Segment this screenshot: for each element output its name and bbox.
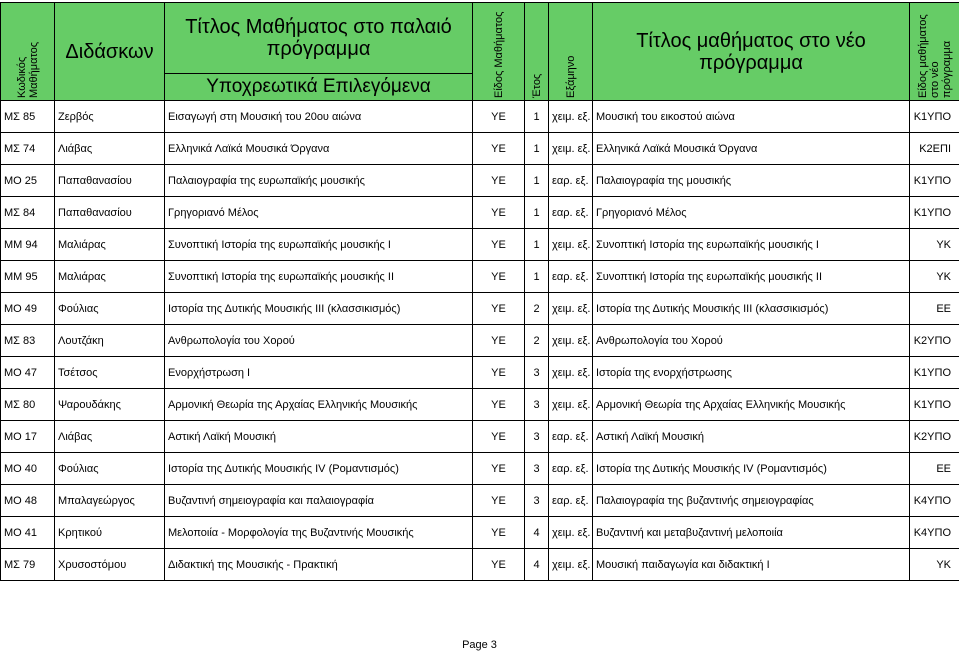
header-type: Είδος Μαθήματος — [473, 3, 525, 101]
cell-code: ΜΟ 25 — [1, 165, 55, 197]
cell-type: ΥΕ — [473, 357, 525, 389]
cell-semester: εαρ. εξ. — [549, 261, 593, 293]
cell-semester: χειμ. εξ. — [549, 133, 593, 165]
cell-old-title: Γρηγοριανό Μέλος — [165, 197, 473, 229]
cell-instructor: Μαλιάρας — [55, 261, 165, 293]
cell-new-type: ΥΚ — [910, 549, 959, 581]
header-old-title: Τίτλος Μαθήματος στο παλαιό πρόγραμμα — [165, 3, 473, 74]
cell-old-title: Συνοπτική Ιστορία της ευρωπαϊκής μουσικής ΙΙ — [165, 261, 473, 293]
cell-year: 4 — [525, 549, 549, 581]
cell-new-type: ΕΕ — [910, 293, 959, 325]
cell-new-title: Γρηγοριανό Μέλος — [593, 197, 910, 229]
cell-instructor: Μπαλαγεώργος — [55, 485, 165, 517]
cell-type: ΥΕ — [473, 229, 525, 261]
cell-new-type: ΥΚ — [910, 261, 959, 293]
cell-year: 4 — [525, 517, 549, 549]
table-row — [1, 133, 959, 165]
header-instructors: Διδάσκων — [55, 3, 165, 101]
cell-semester: χειμ. εξ. — [549, 389, 593, 421]
cell-code: ΜΟ 47 — [1, 357, 55, 389]
cell-new-type: Κ1ΥΠΟ — [910, 101, 959, 133]
cell-old-title: Αρμονική Θεωρία της Αρχαίας Ελληνικής Μουσικής — [165, 389, 473, 421]
cell-new-type: Κ1ΥΠΟ — [910, 165, 959, 197]
cell-semester: εαρ. εξ. — [549, 453, 593, 485]
cell-old-title: Συνοπτική Ιστορία της ευρωπαϊκής μουσικής Ι — [165, 229, 473, 261]
cell-code: ΜΟ 17 — [1, 421, 55, 453]
cell-new-title: Ιστορία της Δυτικής Μουσικής ΙV (Ρομαντισμός) — [593, 453, 910, 485]
cell-type: ΥΕ — [473, 325, 525, 357]
cell-instructor: Ζερβός — [55, 101, 165, 133]
table-row — [1, 261, 959, 293]
cell-instructor: Λουτζάκη — [55, 325, 165, 357]
cell-semester: χειμ. εξ. — [549, 517, 593, 549]
cell-year: 3 — [525, 453, 549, 485]
cell-type: ΥΕ — [473, 133, 525, 165]
cell-year: 3 — [525, 421, 549, 453]
cell-instructor: Ψαρουδάκης — [55, 389, 165, 421]
table-row — [1, 453, 959, 485]
table-row — [1, 517, 959, 549]
header-year: Έτος — [525, 3, 549, 101]
cell-year: 3 — [525, 357, 549, 389]
cell-type: ΥΕ — [473, 549, 525, 581]
cell-type: ΥΕ — [473, 389, 525, 421]
cell-new-title: Μουσική του εικοστού αιώνα — [593, 101, 910, 133]
cell-semester: εαρ. εξ. — [549, 165, 593, 197]
table-row — [1, 229, 959, 261]
cell-new-type: Κ4ΥΠΟ — [910, 517, 959, 549]
cell-old-title: Μελοποιία - Μορφολογία της Βυζαντινής Μουσικής — [165, 517, 473, 549]
cell-new-type: Κ4ΥΠΟ — [910, 485, 959, 517]
header-new-title: Τίτλος μαθήματος στο νέο πρόγραμμα — [593, 3, 910, 101]
cell-code: ΜΟ 41 — [1, 517, 55, 549]
courses-table — [0, 2, 959, 581]
cell-code: ΜΣ 79 — [1, 549, 55, 581]
cell-type: ΥΕ — [473, 197, 525, 229]
cell-year: 3 — [525, 389, 549, 421]
cell-year: 2 — [525, 325, 549, 357]
table-row — [1, 389, 959, 421]
cell-new-type: Κ2ΕΠΙ — [910, 133, 959, 165]
cell-new-title: Παλαιογραφία της βυζαντινής σημειογραφίας — [593, 485, 910, 517]
cell-old-title: Διδακτική της Μουσικής - Πρακτική — [165, 549, 473, 581]
cell-year: 1 — [525, 101, 549, 133]
cell-new-type: Κ2ΥΠΟ — [910, 421, 959, 453]
cell-type: ΥΕ — [473, 261, 525, 293]
cell-type: ΥΕ — [473, 453, 525, 485]
table-row — [1, 101, 959, 133]
cell-new-title: Ιστορία της ενορχήστρωσης — [593, 357, 910, 389]
cell-old-title: Εισαγωγή στη Μουσική του 20ου αιώνα — [165, 101, 473, 133]
cell-type: ΥΕ — [473, 517, 525, 549]
table-row — [1, 421, 959, 453]
cell-semester: χειμ. εξ. — [549, 229, 593, 261]
table-row — [1, 165, 959, 197]
cell-code: ΜΣ 85 — [1, 101, 55, 133]
cell-old-title: Ιστορία της Δυτικής Μουσικής ΙΙΙ (κλασσικισμός) — [165, 293, 473, 325]
cell-instructor: Παπαθανασίου — [55, 165, 165, 197]
header-semester: Εξάμηνο — [549, 3, 593, 101]
cell-type: ΥΕ — [473, 421, 525, 453]
table-row — [1, 485, 959, 517]
cell-semester: εαρ. εξ. — [549, 485, 593, 517]
table-row — [1, 197, 959, 229]
cell-year: 1 — [525, 197, 549, 229]
cell-year: 1 — [525, 133, 549, 165]
cell-new-title: Ιστορία της Δυτικής Μουσικής ΙΙΙ (κλασσικισμός) — [593, 293, 910, 325]
cell-semester: εαρ. εξ. — [549, 197, 593, 229]
cell-new-title: Συνοπτική Ιστορία της ευρωπαϊκής μουσικής ΙΙ — [593, 261, 910, 293]
cell-semester: χειμ. εξ. — [549, 101, 593, 133]
cell-new-title: Βυζαντινή και μεταβυζαντινή μελοποιία — [593, 517, 910, 549]
cell-new-type: Κ1ΥΠΟ — [910, 389, 959, 421]
header-new-type: Είδος μαθήματος στο νέο πρόγραμμα — [910, 3, 959, 101]
cell-new-title: Συνοπτική Ιστορία της ευρωπαϊκής μουσικής Ι — [593, 229, 910, 261]
cell-instructor: Φούλιας — [55, 453, 165, 485]
cell-old-title: Ενορχήστρωση Ι — [165, 357, 473, 389]
cell-new-title: Ελληνικά Λαϊκά Μουσικά Όργανα — [593, 133, 910, 165]
cell-semester: χειμ. εξ. — [549, 357, 593, 389]
cell-old-title: Βυζαντινή σημειογραφία και παλαιογραφία — [165, 485, 473, 517]
cell-year: 1 — [525, 261, 549, 293]
cell-old-title: Ελληνικά Λαϊκά Μουσικά Όργανα — [165, 133, 473, 165]
cell-code: ΜΟ 40 — [1, 453, 55, 485]
cell-instructor: Χρυσοστόμου — [55, 549, 165, 581]
cell-instructor: Λιάβας — [55, 421, 165, 453]
page-number: Page 3 — [462, 639, 497, 651]
cell-instructor: Μαλιάρας — [55, 229, 165, 261]
cell-instructor: Λιάβας — [55, 133, 165, 165]
cell-code: ΜΣ 74 — [1, 133, 55, 165]
cell-instructor: Τσέτσος — [55, 357, 165, 389]
cell-new-title: Ανθρωπολογία του Χορού — [593, 325, 910, 357]
cell-code: ΜΣ 84 — [1, 197, 55, 229]
table-row — [1, 293, 959, 325]
cell-semester: χειμ. εξ. — [549, 325, 593, 357]
cell-new-title: Μουσική παιδαγωγία και διδακτική Ι — [593, 549, 910, 581]
section-title: Υποχρεωτικά Επιλεγόμενα — [165, 74, 473, 101]
cell-instructor: Κρητικού — [55, 517, 165, 549]
cell-year: 3 — [525, 485, 549, 517]
cell-code: ΜΟ 49 — [1, 293, 55, 325]
cell-code: ΜΜ 95 — [1, 261, 55, 293]
cell-new-type: Κ1ΥΠΟ — [910, 357, 959, 389]
cell-new-type: ΥΚ — [910, 229, 959, 261]
table-row — [1, 325, 959, 357]
cell-year: 1 — [525, 165, 549, 197]
cell-year: 2 — [525, 293, 549, 325]
cell-semester: χειμ. εξ. — [549, 549, 593, 581]
cell-code: ΜΣ 83 — [1, 325, 55, 357]
cell-new-title: Αστική Λαϊκή Μουσική — [593, 421, 910, 453]
cell-new-type: Κ2ΥΠΟ — [910, 325, 959, 357]
table-row — [1, 549, 959, 581]
cell-type: ΥΕ — [473, 485, 525, 517]
table-row — [1, 357, 959, 389]
header-code: Κωδικός Μαθήματος — [1, 3, 55, 101]
cell-new-type: Κ1ΥΠΟ — [910, 197, 959, 229]
cell-code: ΜΜ 94 — [1, 229, 55, 261]
cell-type: ΥΕ — [473, 293, 525, 325]
cell-type: ΥΕ — [473, 165, 525, 197]
cell-code: ΜΣ 80 — [1, 389, 55, 421]
cell-new-type: ΕΕ — [910, 453, 959, 485]
cell-new-title: Παλαιογραφία της μουσικής — [593, 165, 910, 197]
cell-type: ΥΕ — [473, 101, 525, 133]
cell-semester: χειμ. εξ. — [549, 293, 593, 325]
cell-old-title: Ανθρωπολογία του Χορού — [165, 325, 473, 357]
cell-old-title: Ιστορία της Δυτικής Μουσικής ΙV (Ρομαντισμός) — [165, 453, 473, 485]
cell-old-title: Παλαιογραφία της ευρωπαϊκής μουσικής — [165, 165, 473, 197]
cell-new-title: Αρμονική Θεωρία της Αρχαίας Ελληνικής Μουσικής — [593, 389, 910, 421]
cell-instructor: Φούλιας — [55, 293, 165, 325]
cell-instructor: Παπαθανασίου — [55, 197, 165, 229]
cell-year: 1 — [525, 229, 549, 261]
cell-semester: εαρ. εξ. — [549, 421, 593, 453]
cell-old-title: Αστική Λαϊκή Μουσική — [165, 421, 473, 453]
cell-code: ΜΟ 48 — [1, 485, 55, 517]
